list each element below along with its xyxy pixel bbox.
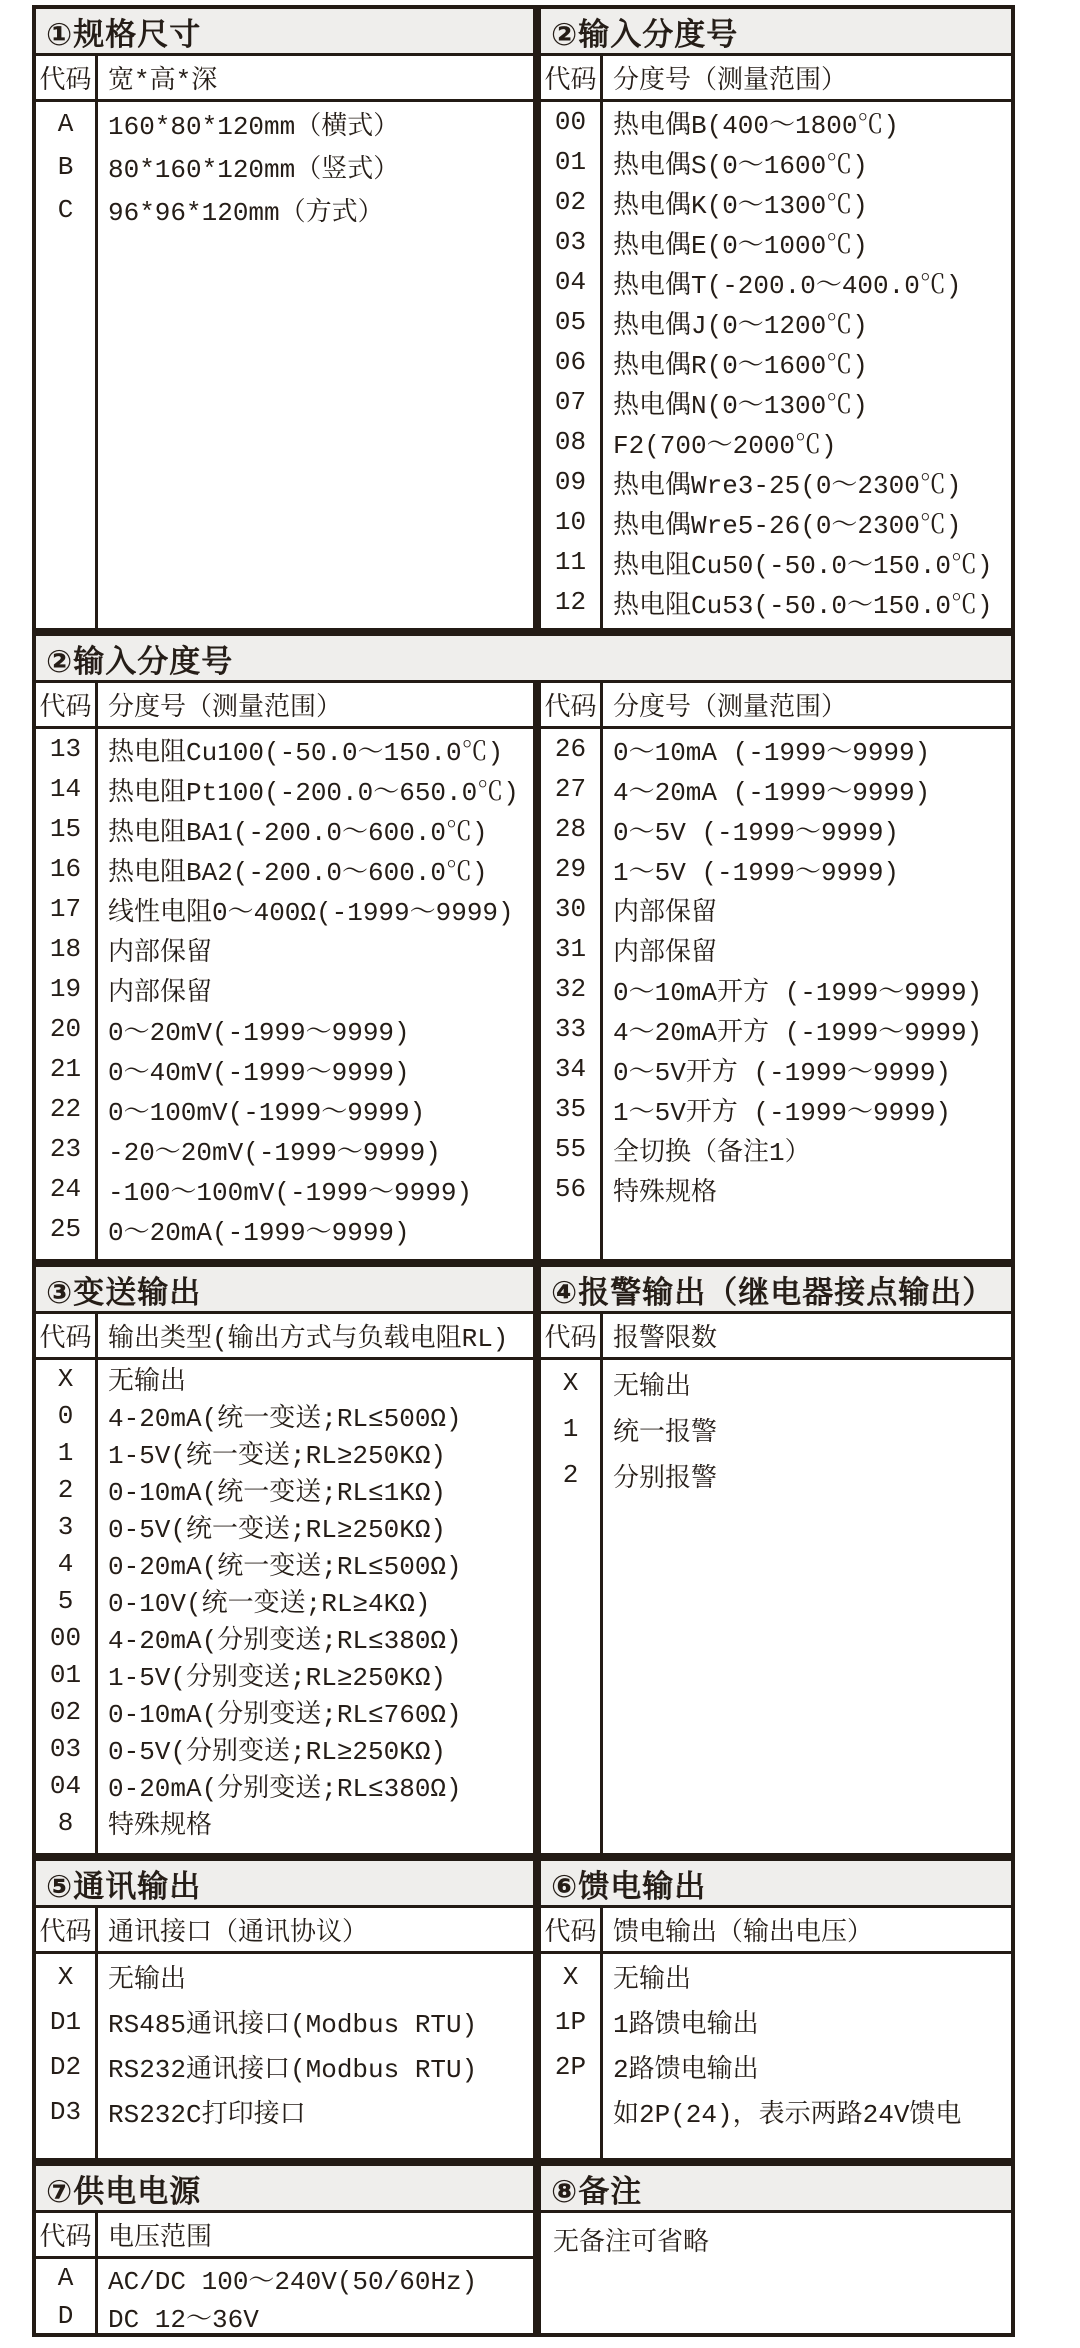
desc-cell: 1-5V(统一变送;RL≥250KΩ) (108, 1441, 447, 1471)
code-column-header: 代码 (541, 1314, 603, 1357)
section-header (541, 1861, 1011, 1908)
section-title: ⑤通讯输出 (46, 1868, 202, 1904)
code-cell: 13 (36, 729, 98, 769)
table-row (36, 188, 533, 231)
code-cell: B (36, 145, 98, 188)
table-row (36, 1767, 533, 1804)
code-cell: 4 (36, 1545, 98, 1582)
desc-cell: -20～20mV(-1999～9999) (108, 1137, 441, 1168)
filler-row (541, 622, 1011, 628)
table-row (541, 1452, 1011, 1498)
table-row (36, 889, 533, 929)
table-row (36, 1619, 533, 1656)
table-row (541, 262, 1011, 302)
code-column-header: 代码 (541, 1908, 603, 1951)
code-cell: 1 (541, 1406, 603, 1452)
code-cell: 07 (541, 382, 603, 422)
desc-cell: 热电阻BA2(-200.0～600.0℃) (108, 857, 488, 888)
table-row (541, 422, 1011, 462)
section-row-1 (32, 5, 1015, 632)
desc-cell: 4-20mA(统一变送;RL≤500Ω) (108, 1404, 462, 1434)
desc-cell: 热电偶K(0～1300℃) (613, 190, 868, 221)
table-row (36, 809, 533, 849)
table-row (541, 1360, 1011, 1406)
code-cell: 26 (541, 729, 603, 769)
table-row (36, 1049, 533, 1089)
filler-row (36, 231, 533, 628)
desc-cell: RS232C打印接口 (108, 2100, 306, 2130)
desc-cell: 无输出 (613, 1965, 692, 1995)
desc-cell: 0-10mA(统一变送;RL≤1KΩ) (108, 1478, 447, 1508)
table-row (541, 342, 1011, 382)
section-title: ⑧备注 (551, 2173, 643, 2209)
code-cell: 00 (541, 102, 603, 142)
column-header-row (36, 1314, 533, 1360)
desc-cell: 1～5V (-1999～9999) (613, 857, 900, 888)
code-cell: X (541, 1360, 603, 1406)
filler-row (541, 1498, 1011, 1853)
value-column-header: 分度号（测量范围） (613, 66, 848, 96)
section-title: ⑥馈电输出 (551, 1868, 707, 1904)
code-cell: C (36, 188, 98, 231)
table-row (541, 769, 1011, 809)
section-title: ①规格尺寸 (46, 16, 202, 52)
code-column-header: 代码 (541, 56, 603, 99)
value-column-header: 宽*高*深 (108, 66, 218, 96)
desc-cell: 4～20mA开方 (-1999～9999) (613, 1017, 983, 1048)
table-row (541, 582, 1011, 622)
table-row (36, 1582, 533, 1619)
desc-cell: 热电阻Pt100(-200.0～650.0℃) (108, 777, 519, 808)
code-cell: 27 (541, 769, 603, 809)
value-column-header: 电压范围 (108, 2223, 213, 2253)
code-cell: X (36, 1360, 98, 1397)
code-cell: 2 (36, 1471, 98, 1508)
table-row (36, 1397, 533, 1434)
section-title: ③变送输出 (46, 1274, 202, 1310)
spec-table (32, 5, 1015, 2337)
code-cell: 5 (36, 1582, 98, 1619)
table-row (541, 502, 1011, 542)
filler-row (36, 2134, 533, 2158)
filler-row (541, 1209, 1011, 1259)
table-row (36, 1804, 533, 1841)
desc-cell: 热电阻BA1(-200.0～600.0℃) (108, 817, 488, 848)
code-cell: 1P (541, 1999, 603, 2044)
table-row (541, 182, 1011, 222)
desc-cell: 2路馈电输出 (613, 2055, 759, 2085)
table-row (541, 302, 1011, 342)
desc-cell: 内部保留 (613, 937, 718, 968)
desc-cell: 0-5V(统一变送;RL≥250KΩ) (108, 1515, 447, 1545)
desc-cell: 80*160*120mm（竖式） (108, 155, 400, 185)
rows-spec-size (36, 102, 533, 628)
table-row (36, 1434, 533, 1471)
table-row (36, 929, 533, 969)
table-row (541, 729, 1011, 769)
table-row (541, 929, 1011, 969)
table-row (36, 969, 533, 1009)
code-cell: 33 (541, 1009, 603, 1049)
table-row (36, 729, 533, 769)
desc-cell: 内部保留 (613, 897, 718, 928)
remark-note: 无备注可省略 (553, 2228, 710, 2258)
code-cell: 32 (541, 969, 603, 1009)
code-cell: 12 (541, 582, 603, 622)
desc-cell: 热电偶Wre3-25(0～2300℃) (613, 470, 962, 501)
desc-cell: 统一报警 (613, 1417, 718, 1448)
rows-comm-output (36, 1954, 533, 2158)
code-cell: 10 (541, 502, 603, 542)
code-column-header: 代码 (36, 1314, 98, 1357)
column-header-row (541, 1908, 1011, 1954)
code-cell: 30 (541, 889, 603, 929)
desc-cell: 热电偶R(0～1600℃) (613, 350, 868, 381)
code-cell: 01 (541, 142, 603, 182)
desc-cell: DC 12～36V (108, 2304, 259, 2333)
section-row-4 (32, 1857, 1015, 2162)
table-row (541, 1999, 1011, 2044)
desc-cell: 0-20mA(分别变送;RL≤380Ω) (108, 1774, 462, 1804)
section-row-5 (32, 2162, 1015, 2337)
code-cell: 25 (36, 1209, 98, 1249)
table-row (36, 1999, 533, 2044)
code-cell (36, 2134, 98, 2158)
desc-cell: RS232通讯接口(Modbus RTU) (108, 2055, 478, 2085)
code-cell: 35 (541, 1089, 603, 1129)
code-cell: 23 (36, 1129, 98, 1169)
code-cell: 03 (541, 222, 603, 262)
desc-cell: F2(700～2000℃) (613, 430, 837, 461)
filler-row (36, 1249, 533, 1259)
code-cell: X (36, 1954, 98, 1999)
column-header-row (541, 1314, 1011, 1360)
code-column-header: 代码 (36, 683, 98, 726)
rows-power-supply (36, 2259, 533, 2333)
section-title: ④报警输出（继电器接点输出） (551, 1274, 995, 1310)
section-header (36, 636, 1011, 683)
section-header (541, 9, 1011, 56)
code-cell: 04 (36, 1767, 98, 1804)
desc-cell: 热电阻Cu53(-50.0～150.0℃) (613, 590, 993, 621)
rows-transmit-output (36, 1360, 533, 1853)
table-row (541, 969, 1011, 1009)
section-title: ⑦供电电源 (46, 2173, 202, 2209)
code-cell: 29 (541, 849, 603, 889)
table-row (541, 542, 1011, 582)
code-cell (541, 1498, 603, 1853)
section-spec-size (32, 5, 537, 632)
code-cell: 15 (36, 809, 98, 849)
code-cell: 14 (36, 769, 98, 809)
code-cell: 3 (36, 1508, 98, 1545)
code-cell: 21 (36, 1049, 98, 1089)
table-row (541, 142, 1011, 182)
code-cell: 24 (36, 1169, 98, 1209)
code-cell: 11 (541, 542, 603, 582)
desc-cell: 热电阻Cu100(-50.0～150.0℃) (108, 737, 504, 768)
desc-cell: 分别报警 (613, 1463, 718, 1494)
rows-alarm-output (541, 1360, 1011, 1853)
code-cell: 2P (541, 2044, 603, 2089)
table-row (541, 462, 1011, 502)
code-cell: 19 (36, 969, 98, 1009)
table-row (541, 2089, 1011, 2134)
value-column-header: 分度号（测量范围） (613, 693, 848, 723)
code-cell: 04 (541, 262, 603, 302)
code-cell (541, 1209, 603, 1259)
rows-feed-output (541, 1954, 1011, 2158)
table-row (541, 1009, 1011, 1049)
desc-cell: 0-20mA(统一变送;RL≤500Ω) (108, 1552, 462, 1582)
desc-cell: RS485通讯接口(Modbus RTU) (108, 2010, 478, 2040)
table-row (541, 1169, 1011, 1209)
table-row (36, 2259, 533, 2297)
table-row (36, 145, 533, 188)
code-cell: 55 (541, 1129, 603, 1169)
code-cell: 00 (36, 1619, 98, 1656)
filler-row (36, 1841, 533, 1853)
value-column-header: 馈电输出（输出电压） (613, 1918, 874, 1948)
value-column-header: 分度号（测量范围） (108, 693, 343, 723)
section-header (541, 1267, 1011, 1314)
table-row (541, 222, 1011, 262)
code-cell: 28 (541, 809, 603, 849)
desc-cell: 内部保留 (108, 977, 213, 1008)
code-cell: 09 (541, 462, 603, 502)
rows-input-division-left (36, 729, 533, 1259)
table-row (36, 1730, 533, 1767)
table-row (36, 2089, 533, 2134)
table-row (541, 1406, 1011, 1452)
table-row (541, 102, 1011, 142)
code-cell: 08 (541, 422, 603, 462)
code-cell: 06 (541, 342, 603, 382)
table-row (36, 1209, 533, 1249)
column-header-row (36, 683, 533, 729)
desc-cell: 热电偶E(0～1000℃) (613, 230, 868, 261)
code-cell: 17 (36, 889, 98, 929)
code-cell: 31 (541, 929, 603, 969)
section-remark (537, 2162, 1015, 2337)
table-row (541, 1049, 1011, 1089)
table-row (36, 102, 533, 145)
section-input-division-b (32, 632, 1015, 1263)
value-column-header: 报警限数 (613, 1324, 718, 1354)
code-cell: 34 (541, 1049, 603, 1089)
section-input-division-a (537, 5, 1015, 632)
desc-cell: 0～10mA (-1999～9999) (613, 737, 931, 768)
table-row (36, 1545, 533, 1582)
table-row (36, 1693, 533, 1730)
table-row (36, 1169, 533, 1209)
code-cell: D2 (36, 2044, 98, 2089)
desc-cell: 0～10mA开方 (-1999～9999) (613, 977, 983, 1008)
desc-cell: 1-5V(分别变送;RL≥250KΩ) (108, 1663, 447, 1693)
desc-cell: 0-5V(分别变送;RL≥250KΩ) (108, 1737, 447, 1767)
section-title: ②输入分度号 (46, 643, 234, 679)
desc-cell: 如2P(24)，表示两路24V馈电 (613, 2100, 962, 2130)
section-power-supply (32, 2162, 537, 2337)
section-header (36, 1267, 533, 1314)
column-header-row (36, 2213, 533, 2259)
table-row (36, 1360, 533, 1397)
table-row (36, 1129, 533, 1169)
section-alarm-output (537, 1263, 1015, 1857)
code-cell: 03 (36, 1730, 98, 1767)
column-header-row (541, 56, 1011, 102)
desc-cell: 0～40mV(-1999～9999) (108, 1057, 410, 1088)
code-cell: D1 (36, 1999, 98, 2044)
code-cell (541, 2134, 603, 2158)
code-cell: 22 (36, 1089, 98, 1129)
desc-cell: 热电阻Cu50(-50.0～150.0℃) (613, 550, 993, 581)
desc-cell: 线性电阻0～400Ω(-1999～9999) (108, 897, 514, 928)
desc-cell: 4～20mA (-1999～9999) (613, 777, 931, 808)
section-header (36, 2166, 533, 2213)
code-cell: 0 (36, 1397, 98, 1434)
column-header-row (36, 1908, 533, 1954)
filler-row (541, 2134, 1011, 2158)
table-row (541, 382, 1011, 422)
code-cell (541, 622, 603, 628)
section-header (541, 2166, 1011, 2213)
rows-input-division-right (541, 729, 1011, 1259)
table-row (36, 849, 533, 889)
desc-cell: 0-10mA(分别变送;RL≤760Ω) (108, 1700, 462, 1730)
desc-cell: 0-10V(统一变送;RL≥4KΩ) (108, 1589, 431, 1619)
desc-cell: 1～5V开方 (-1999～9999) (613, 1097, 952, 1128)
right-half (537, 683, 1011, 1259)
desc-cell: 1路馈电输出 (613, 2010, 759, 2040)
section-feed-output (537, 1857, 1015, 2162)
table-row (36, 1508, 533, 1545)
code-cell: 16 (36, 849, 98, 889)
desc-cell: 特殊规格 (613, 1177, 718, 1208)
code-cell: X (541, 1954, 603, 1999)
section-comm-output (32, 1857, 537, 2162)
code-cell: 1 (36, 1434, 98, 1471)
code-cell (36, 1249, 98, 1259)
code-cell: 02 (541, 182, 603, 222)
code-cell: 20 (36, 1009, 98, 1049)
code-cell: 8 (36, 1804, 98, 1841)
code-cell: 56 (541, 1169, 603, 1209)
section-transmit-output (32, 1263, 537, 1857)
desc-cell: AC/DC 100～240V(50/60Hz) (108, 2266, 478, 2297)
code-column-header: 代码 (36, 56, 98, 99)
desc-cell: 热电偶S(0～1600℃) (613, 150, 868, 181)
left-half (36, 683, 537, 1259)
table-row (541, 849, 1011, 889)
section-row-3 (32, 1263, 1015, 1857)
table-row (36, 1656, 533, 1693)
code-cell (36, 231, 98, 628)
code-cell: 18 (36, 929, 98, 969)
desc-cell: 无输出 (108, 1367, 187, 1397)
code-cell (36, 1841, 98, 1853)
table-row (541, 1089, 1011, 1129)
column-header-row (541, 683, 1011, 729)
table-row (36, 1471, 533, 1508)
table-row (541, 889, 1011, 929)
table-row (541, 1954, 1011, 1999)
table-row (541, 809, 1011, 849)
desc-cell: 无输出 (613, 1371, 692, 1402)
desc-cell: 0～20mV(-1999～9999) (108, 1017, 410, 1048)
desc-cell: 特殊规格 (108, 1811, 213, 1841)
desc-cell: 热电偶Wre5-26(0～2300℃) (613, 510, 962, 541)
code-cell: 05 (541, 302, 603, 342)
desc-cell: 0～20mA(-1999～9999) (108, 1217, 410, 1248)
code-column-header: 代码 (36, 1908, 98, 1951)
rows-input-division-a (541, 102, 1011, 628)
code-cell: 01 (36, 1656, 98, 1693)
code-cell: 2 (541, 1452, 603, 1498)
desc-cell: 热电偶B(400～1800℃) (613, 110, 900, 141)
table-row (541, 2044, 1011, 2089)
section-header (36, 1861, 533, 1908)
code-cell: D (36, 2297, 98, 2333)
desc-cell: 4-20mA(分别变送;RL≤380Ω) (108, 1626, 462, 1656)
code-cell (541, 2089, 603, 2134)
table-row (36, 1954, 533, 1999)
desc-cell: 无输出 (108, 1965, 187, 1995)
desc-cell: 0～100mV(-1999～9999) (108, 1097, 426, 1128)
desc-cell: 内部保留 (108, 937, 213, 968)
code-column-header: 代码 (541, 683, 603, 726)
code-cell: 02 (36, 1693, 98, 1730)
desc-cell: 0～5V (-1999～9999) (613, 817, 900, 848)
value-column-header: 输出类型(输出方式与负载电阻RL) (108, 1324, 509, 1354)
desc-cell: -100～100mV(-1999～9999) (108, 1177, 473, 1208)
code-column-header: 代码 (36, 2213, 98, 2256)
table-row (36, 2297, 533, 2333)
desc-cell: 热电偶T(-200.0～400.0℃) (613, 270, 962, 301)
desc-cell: 96*96*120mm（方式） (108, 198, 384, 228)
value-column-header: 通讯接口（通讯协议） (108, 1918, 369, 1948)
desc-cell: 热电偶N(0～1300℃) (613, 390, 868, 421)
desc-cell: 热电偶J(0～1200℃) (613, 310, 868, 341)
desc-cell: 160*80*120mm（横式） (108, 112, 400, 142)
two-column-body (36, 683, 1011, 1259)
code-cell: A (36, 102, 98, 145)
code-cell: A (36, 2259, 98, 2297)
table-row (541, 1129, 1011, 1169)
table-row (36, 769, 533, 809)
table-row (36, 1089, 533, 1129)
table-row (36, 1009, 533, 1049)
desc-cell: 0～5V开方 (-1999～9999) (613, 1057, 952, 1088)
code-cell: D3 (36, 2089, 98, 2134)
column-header-row (36, 56, 533, 102)
section-header (36, 9, 533, 56)
desc-cell: 全切换（备注1） (613, 1137, 811, 1168)
table-row (36, 2044, 533, 2089)
section-title: ②输入分度号 (551, 16, 739, 52)
